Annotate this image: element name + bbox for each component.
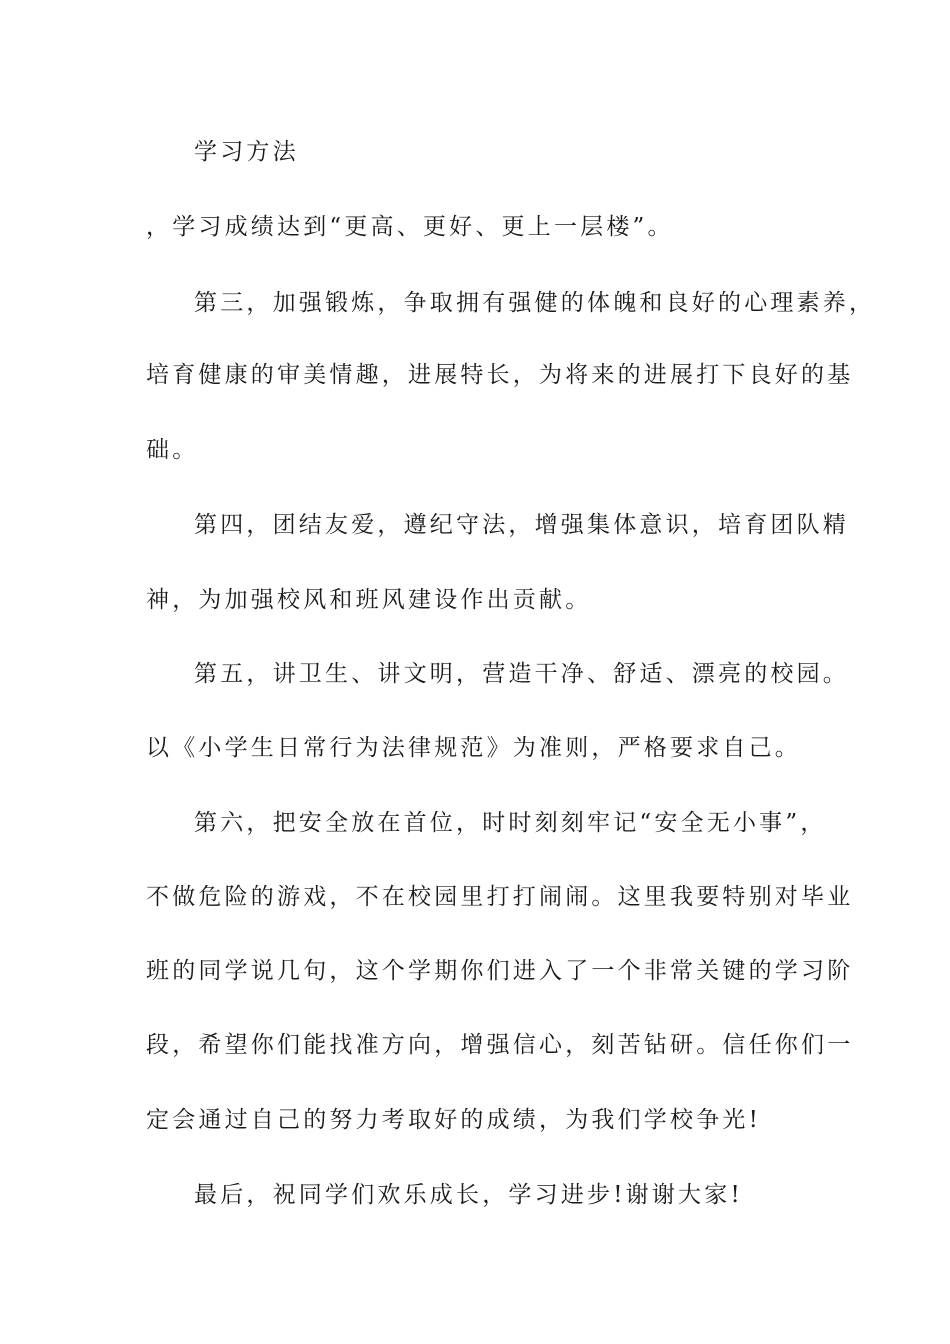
text-line-sixth-point-cont-2: 班的同学说几句，这个学期你们进入了一个非常关键的学习阶 — [146, 958, 854, 984]
text-line-sixth-point-cont-3: 段，希望你们能找准方向，增强信心，刻苦钻研。信任你们一 — [146, 1032, 854, 1058]
text-line-third-point-end: 础。 — [146, 437, 199, 463]
text-line-study-method: 学习方法 — [194, 139, 299, 165]
text-line-sixth-point: 第六，把安全放在首位，时时刻刻牢记“安全无小事”， — [194, 810, 827, 836]
text-line-sixth-point-cont-1: 不做危险的游戏，不在校园里打打闹闹。这里我要特别对毕业 — [146, 884, 854, 910]
text-line-sixth-point-cont-4: 定会通过自己的努力考取好的成绩，为我们学校争光! — [146, 1107, 762, 1133]
text-line-fourth-point-cont: 神，为加强校风和班风建设作出贡献。 — [146, 587, 592, 613]
text-line-fourth-point: 第四，团结友爱，遵纪守法，增强集体意识，培育团队精 — [194, 512, 849, 538]
text-line-third-point-cont: 培育健康的审美情趣，进展特长，为将来的进展打下良好的基 — [146, 362, 854, 388]
text-line-fifth-point-cont: 以《小学生日常行为法律规范》为准则，严格要求自己。 — [146, 735, 801, 761]
text-line-fifth-point: 第五，讲卫生、讲文明，营造干净、舒适、漂亮的校园。 — [194, 661, 849, 687]
text-line-third-point: 第三，加强锻炼，争取拥有强健的体魄和良好的心理素养， — [194, 290, 876, 316]
text-line-grades: ，学习成绩达到“更高、更好、更上一层楼”。 — [146, 214, 674, 240]
text-line-closing: 最后，祝同学们欢乐成长，学习进步!谢谢大家! — [194, 1182, 743, 1208]
